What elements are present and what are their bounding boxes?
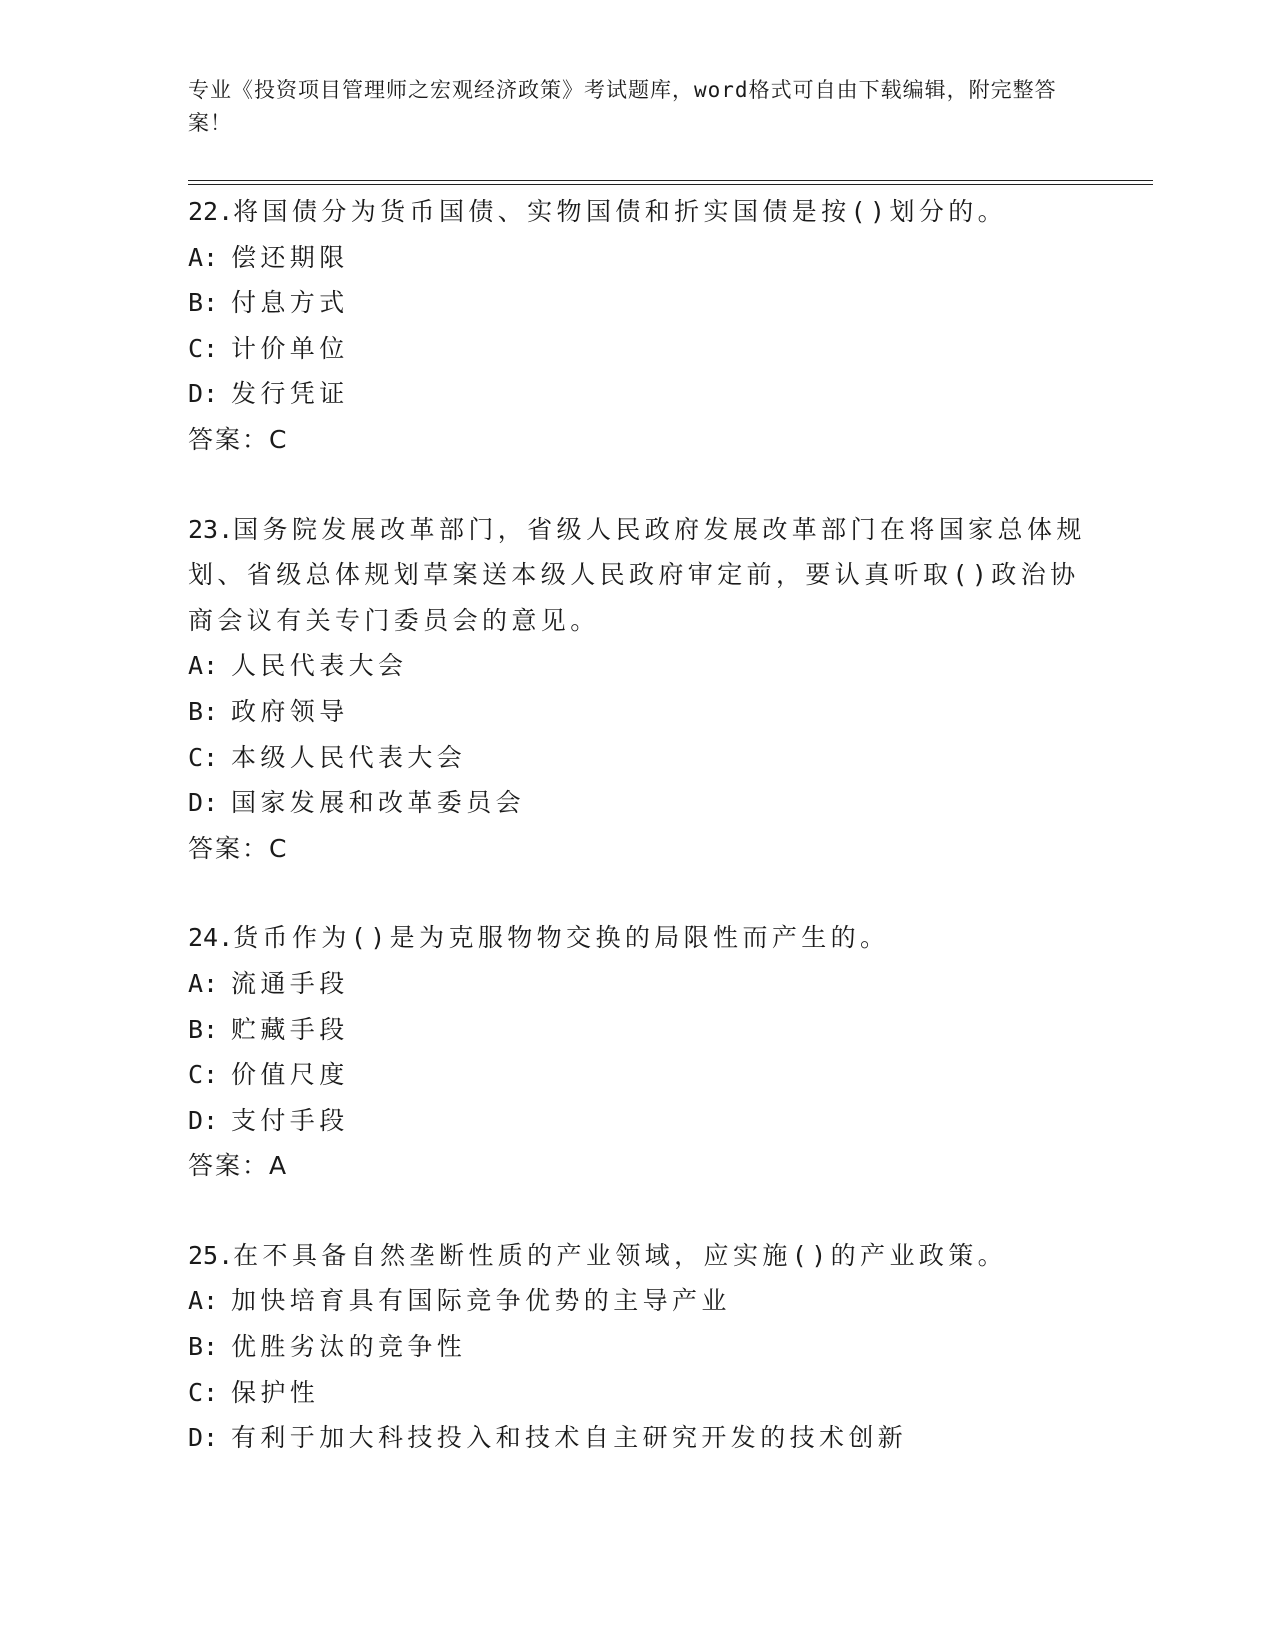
option-letter: A: <box>188 242 219 272</box>
option-a <box>188 961 1088 1007</box>
option-text: 计价单位 <box>231 333 349 363</box>
option-text: 优胜劣汰的竞争性 <box>231 1332 467 1362</box>
option-d <box>188 780 1088 826</box>
option-letter: C: <box>188 333 219 363</box>
answer-value: C <box>269 424 288 454</box>
option-a <box>188 235 1088 281</box>
question-text: 在不具备自然垄断性质的产业领域，应实施()的产业政策。 <box>233 1240 1008 1270</box>
option-text: 付息方式 <box>231 288 349 318</box>
question-text: 国务院发展改革部门，省级人民政府发展改革部门在将国家总体规划、省级总体规划草案送本级人民政府审定前，要认真听取()政治协商会议有关专门委员会的意见。 <box>188 514 1086 635</box>
option-text: 政府领导 <box>231 696 349 726</box>
question-block <box>188 507 1088 872</box>
option-letter: B: <box>188 696 219 726</box>
answer-line <box>188 826 1088 872</box>
answer-label: 答案： <box>188 424 270 454</box>
option-c <box>188 1052 1088 1098</box>
question-list <box>188 189 1088 1461</box>
header-divider <box>188 180 1153 185</box>
option-letter: B: <box>188 288 219 318</box>
option-letter: A: <box>188 968 219 998</box>
option-text: 本级人民代表大会 <box>231 742 467 772</box>
option-b <box>188 1007 1088 1053</box>
option-b <box>188 1324 1088 1370</box>
question-number: 25. <box>188 1240 234 1270</box>
option-d <box>188 1098 1088 1144</box>
option-text: 国家发展和改革委员会 <box>231 788 526 818</box>
option-text: 偿还期限 <box>231 242 349 272</box>
option-text: 人民代表大会 <box>231 651 408 681</box>
question-stem <box>188 189 1088 235</box>
option-text: 加快培育具有国际竞争优势的主导产业 <box>231 1286 731 1316</box>
option-letter: D: <box>188 1423 219 1453</box>
question-text: 货币作为()是为克服物物交换的局限性而产生的。 <box>233 923 890 953</box>
option-d <box>188 371 1088 417</box>
option-letter: A: <box>188 651 219 681</box>
option-text: 发行凭证 <box>231 379 349 409</box>
option-c <box>188 1370 1088 1416</box>
question-text: 将国债分为货币国债、实物国债和折实国债是按()划分的。 <box>233 197 1008 226</box>
option-letter: D: <box>188 379 219 409</box>
question-number: 22. <box>188 197 234 226</box>
question-block <box>188 915 1088 1189</box>
option-letter: B: <box>188 1332 219 1362</box>
option-a <box>188 1278 1088 1324</box>
option-c <box>188 326 1088 372</box>
option-c <box>188 735 1088 781</box>
question-stem <box>188 1233 1088 1279</box>
answer-label: 答案： <box>188 833 270 863</box>
answer-value: C <box>269 833 288 863</box>
option-text: 流通手段 <box>231 968 349 998</box>
option-text: 有利于加大科技投入和技术自主研究开发的技术创新 <box>231 1423 908 1453</box>
option-a <box>188 643 1088 689</box>
question-stem <box>188 507 1088 644</box>
answer-line <box>188 417 1088 463</box>
option-b <box>188 280 1088 326</box>
option-d <box>188 1415 1088 1461</box>
option-letter: C: <box>188 1377 219 1407</box>
header-text: 专业《投资项目管理师之宏观经济政策》考试题库，word格式可自由下载编辑，附完整答案！ <box>188 78 1057 135</box>
question-block <box>188 189 1088 463</box>
option-text: 保护性 <box>231 1377 320 1407</box>
option-text: 支付手段 <box>231 1105 349 1135</box>
option-text: 价值尺度 <box>231 1060 349 1090</box>
question-block <box>188 1233 1088 1461</box>
page-header <box>188 74 1088 140</box>
option-letter: A: <box>188 1286 219 1316</box>
option-letter: C: <box>188 1060 219 1090</box>
answer-value: A <box>269 1151 288 1181</box>
option-letter: C: <box>188 742 219 772</box>
question-number: 24. <box>188 923 234 953</box>
question-number: 23. <box>188 514 234 544</box>
question-stem <box>188 915 1088 961</box>
option-letter: D: <box>188 788 219 818</box>
answer-line <box>188 1143 1088 1189</box>
option-text: 贮藏手段 <box>231 1014 349 1044</box>
option-letter: B: <box>188 1014 219 1044</box>
option-b <box>188 689 1088 735</box>
option-letter: D: <box>188 1105 219 1135</box>
answer-label: 答案： <box>188 1151 270 1181</box>
